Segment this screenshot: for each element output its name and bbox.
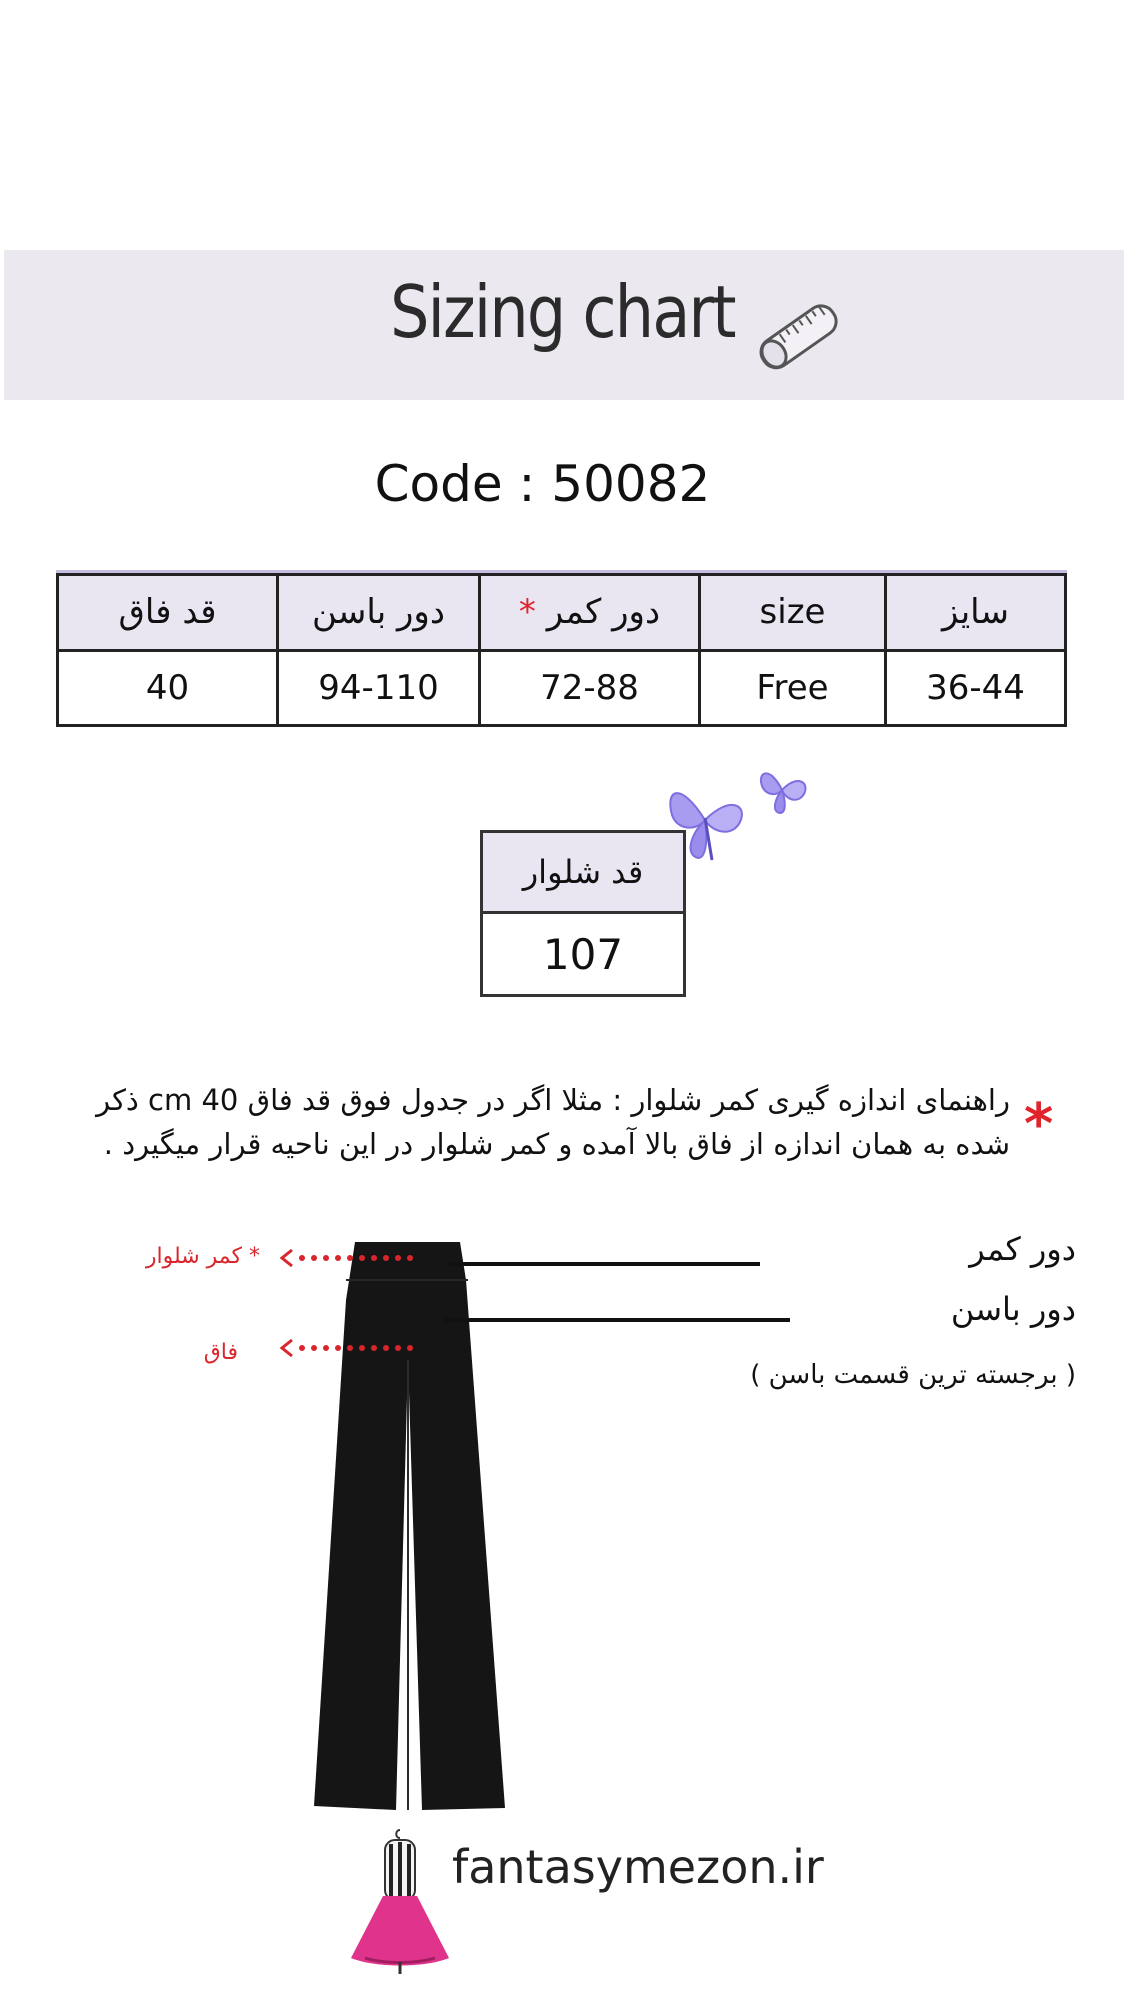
guide-text [80,1078,1010,1166]
pants-waist-label: * کمر شلوار [145,1244,260,1269]
header-waist [480,575,700,651]
guide-star: * [1024,1092,1054,1157]
site-url[interactable]: fantasymezon.ir [452,1840,824,1894]
pants-length-table [480,830,686,997]
length-header-row [482,832,685,913]
length-value-row [482,913,685,996]
value-size-fa: 36-44 [886,650,1066,726]
header-crotch-length: قد فاق [58,575,278,651]
value-pants-length: 107 [482,913,685,996]
butterfly-icon-small [752,760,814,818]
size-table [56,573,1067,727]
mannequin-icon [345,1826,455,1976]
crotch-label: فاق [203,1340,238,1365]
hip-line [444,1318,790,1322]
product-code: Code : 50082 [374,455,711,513]
guide-line-1: راهنمای اندازه گیری کمر شلوار : مثلا اگر در جدول فوق قد فاق 40 cm ذکر [96,1083,1010,1117]
header-waist-label: دور کمر [546,592,661,633]
header-hip: دور باسن [278,575,480,651]
value-size-en: Free [700,650,886,726]
value-waist: 72-88 [480,650,700,726]
header-size-fa: سایز [886,575,1066,651]
table-header-row [58,575,1066,651]
waist-label: دور کمر [969,1230,1076,1268]
hip-note: ( برجسته ترین قسمت باسن ) [750,1360,1076,1390]
header-size-en: size [700,575,886,651]
waist-line [448,1262,760,1266]
value-hip: 94-110 [278,650,480,726]
value-crotch-length: 40 [58,650,278,726]
guide-line-2: شده به همان اندازه از فاق بالا آمده و کمر شلوار در این ناحیه قرار میگیرد . [103,1127,1010,1161]
waist-star: * [518,592,536,633]
header-pants-length: قد شلوار [482,832,685,913]
page-title: Sizing chart [390,270,735,354]
hip-label: دور باسن [950,1290,1076,1328]
table-row [58,650,1066,726]
measuring-tape-icon [748,286,848,386]
measure-arrows [278,1246,418,1366]
